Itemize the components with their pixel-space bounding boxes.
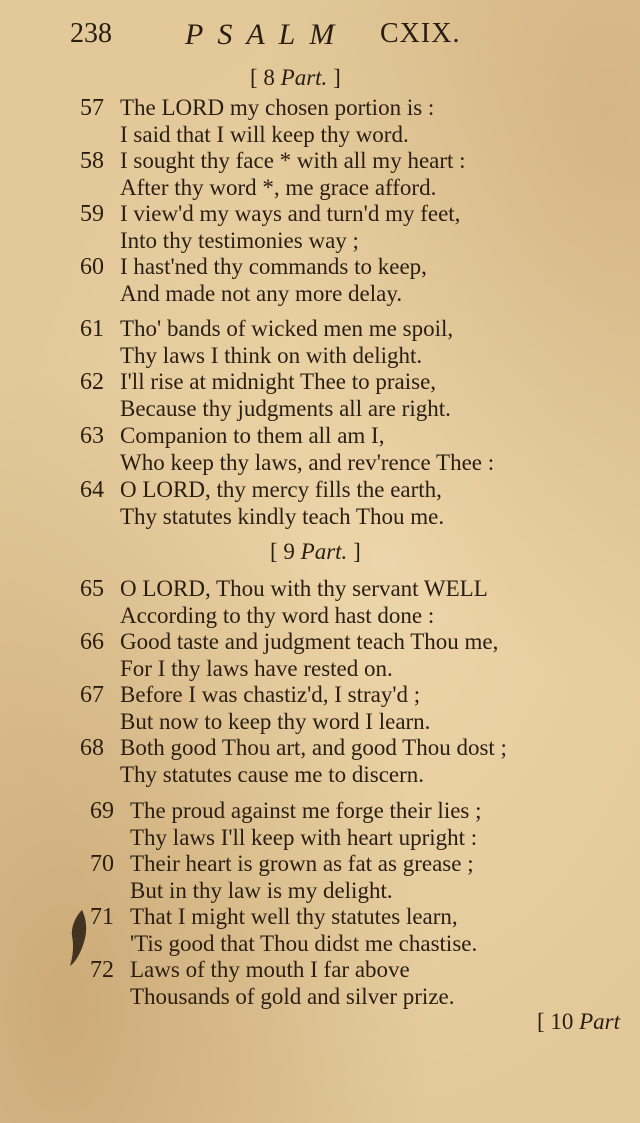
verse-line: Thy laws I'll keep with heart upright : xyxy=(130,825,478,850)
verse-number: 64 xyxy=(80,477,104,503)
verse-line: Thy laws I think on with delight. xyxy=(120,343,423,368)
part-label: Part. xyxy=(280,65,328,90)
verse-line: Because thy judgments all are right. xyxy=(120,396,451,421)
verse-line: But in thy law is my delight. xyxy=(130,878,393,903)
bracket-open: [ xyxy=(250,65,258,90)
verse-line: 'Tis good that Thou didst me chastise. xyxy=(130,931,478,956)
verse-line: Before I was chastiz'd, I stray'd ; xyxy=(120,682,421,707)
ink-blot-icon xyxy=(64,908,94,968)
verse-number: 70 xyxy=(90,851,114,877)
verse-line: After thy word *, me grace afford. xyxy=(120,175,437,200)
verse-line: Thy statutes cause me to discern. xyxy=(120,762,425,787)
bracket-close: ] xyxy=(353,539,361,564)
verse-line: I view'd my ways and turn'd my feet, xyxy=(120,201,461,226)
verse-line: The proud against me forge their lies ; xyxy=(130,798,482,823)
verse-line: O LORD, Thou with thy servant WELL xyxy=(120,576,488,601)
verse-line: I hast'ned thy commands to keep, xyxy=(120,254,427,279)
verse-number: 59 xyxy=(80,201,104,227)
verse-line: Into thy testimonies way ; xyxy=(120,228,359,253)
verse-number: 60 xyxy=(80,254,104,280)
verse-number: 62 xyxy=(80,369,104,395)
verse-line: Thy statutes kindly teach Thou me. xyxy=(120,504,445,529)
verse-line: But now to keep thy word I learn. xyxy=(120,709,431,734)
verse-number: 61 xyxy=(80,316,104,342)
part-heading-9 xyxy=(270,539,361,565)
part-heading-8 xyxy=(250,65,341,91)
verse-line: And made not any more delay. xyxy=(120,281,403,306)
bracket-close: ] xyxy=(333,65,341,90)
verse-number: 71 xyxy=(90,904,114,930)
bracket-open: [ xyxy=(536,1009,545,1034)
bracket-open: [ xyxy=(270,539,278,564)
verse-line: I'll rise at midnight Thee to praise, xyxy=(120,369,437,394)
verse-number: 63 xyxy=(80,423,104,449)
verse-line: O LORD, thy mercy fills the earth, xyxy=(120,477,442,502)
verse-number: 65 xyxy=(80,576,104,602)
verse-line: I said that I will keep thy word. xyxy=(120,122,409,147)
verse-line: Good taste and judgment teach Thou me, xyxy=(120,629,499,654)
part-number: 8 xyxy=(263,65,275,90)
page-header xyxy=(70,18,570,58)
verse-number: 68 xyxy=(80,735,104,761)
part-label: Part. xyxy=(300,539,348,564)
verse-line: Their heart is grown as fat as grease ; xyxy=(130,851,474,876)
verse-line: Tho' bands of wicked men me spoil, xyxy=(120,316,454,341)
verse-number: 58 xyxy=(80,148,104,174)
part-number: 9 xyxy=(283,539,295,564)
verse-line: Both good Thou art, and good Thou dost ; xyxy=(120,735,507,760)
catchword-number: 10 xyxy=(550,1009,574,1034)
verse-number: 66 xyxy=(80,629,104,655)
verse-line: Laws of thy mouth I far above xyxy=(130,957,410,982)
verse-line: Companion to them all am I, xyxy=(120,423,385,448)
catchword-label: Part xyxy=(579,1009,620,1034)
verse-line: Who keep thy laws, and rev'rence Thee : xyxy=(120,450,495,475)
psalm-number: CXIX. xyxy=(380,18,461,49)
verse-line: That I might well thy statutes learn, xyxy=(130,904,458,929)
verse-line: Thousands of gold and silver prize. xyxy=(130,984,455,1009)
running-title: PSALM xyxy=(185,18,349,51)
verse-line: For I thy laws have rested on. xyxy=(120,656,393,681)
page-number: 238 xyxy=(70,18,112,49)
verse-number: 69 xyxy=(90,798,114,824)
verse-number: 57 xyxy=(80,95,104,121)
verse-number: 67 xyxy=(80,682,104,708)
verse-line: The LORD my chosen portion is : xyxy=(120,95,435,120)
verse-line: According to thy word hast done : xyxy=(120,603,435,628)
catchword xyxy=(537,1009,620,1035)
verse-number: 72 xyxy=(90,957,114,983)
verse-line: I sought thy face * with all my heart : xyxy=(120,148,466,173)
